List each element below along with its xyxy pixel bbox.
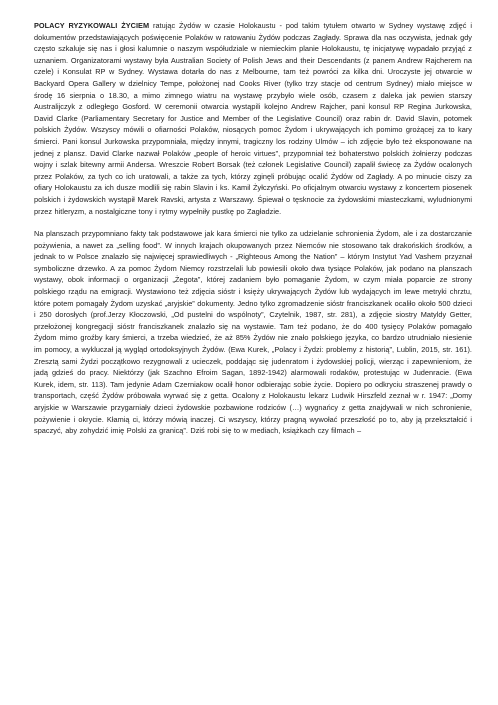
paragraph-1 [34,20,472,217]
paragraph-2-text: Na planszach przypomniano fakty tak podstawowe jak kara śmierci nie tylko za udzielanie schronienia Żydom, ale i za dostarczanie pożywienia, a nawet za „selling food”. W innych krajach okupowanych przez Niemców nie stosowano tak drakońskich środków, a jednak to w Polsce znalazło się najwięcej sprawiedliwych - „Righteous Among the Nation” – którym Instytut Yad Vashem przyznał symboliczne drzewko. A za pomoc Żydom Niemcy rozstrzelali lub powiesili około dwa tysiące Polaków, jak podano na planszach wystawy, obok informacji o organizacji „Żegota”, której zadaniem było pomaganie Żydom, w czym miała poparcie ze strony polskiego rządu na emigracji. Wystawiono też zdjęcia sióstr i księży ukrywających Żydów lub wydających im lewe metryki chrztu, które potem pomagały Żydom uzyskać „aryjskie” dokumenty. Jedno tylko zgromadzenie sióstr franciszkanek ocaliło około 500 dzieci i 250 dorosłych (prof.Jerzy Kłoczowski, „Od pustelni do wspólnoty”, Czytelnik, 1987, str. 281), a zdjęcie siostry Matyldy Getter, przełożonej kongregacji sióstr franciszkanek znalazło się na wystawie. Tam też podano, że do 400 tysięcy Polaków pomagało Żydom mimo groźby kary śmierci, a trzeba wiedzieć, że aż 85% Żydów nie znało polskiego języka, co bardzo utrudniało niesienie im pomocy, a wykluczał ją wygląd ortodoksyjnych Żydów. (Ewa Kurek, „Polacy i Żydzi: problemy z historią”, Lublin, 2015, str. 161). Zresztą sami Żydzi początkowo rezygnowali z ucieczek, poddając się judenratom i żydowskiej policji, wierząc i zapewnieniom, że jadą gdzieś do pracy. Niektórzy (jak Szachno Efroim Sagan, 1892-1942) alarmowali rodaków, protestując w Judenracie. (Ewa Kurek, idem, str. 113). Tam jedynie Adam Czerniakow ocalił honor odbierając sobie życie. Dopiero po odkryciu straszenej prawdy o transportach, część Żydów próbowała wyrwać się z getta. Ocalony z Holokaustu lekarz Ludwik Hirszfeld zeznał w r. 1947: „Domy aryjskie w Warszawie przygarniały dzieci żydowskie pozbawione rodziców (…) wygnańcy z getta znajdywali w nich schronienie, pożywienie i okrycie. Kłamią ci, którzy mówią inaczej. Ci wszyscy, którzy pragną wywołać przeszłość po to, aby ją przekształcić i spaczyć, aby zohydzić imię Polski za granicą”. Dziś robi się to w mediach, książkach czy filmach – [34,229,472,436]
paragraph-1-lead: POLACY RYZYKOWALI ŻYCIEM [34,21,150,30]
paragraph-2 [34,228,472,437]
paragraph-1-text: ratując Żydów w czasie Holokaustu - pod takim tytułem otwarto w Sydney wystawę zdjęć i dokumentów przedstawiających poświęcenie Polaków w ratowaniu Żydów podczas Zagłady. Sprawa dla nas oczywista, jednak gdy często szkaluje się nas i głosi kalumnie o naszym współudziale w niemieckim planie Holokaustu, tę inicjatywę wypadało przyjąć z uznaniem. Organizatorami wystawy była Australian Society of Polish Jews and their Descendants (z panem Andrew Rajcherem na czele) i Konsulat RP w Sydney. Wystawa dotarła do nas z Melbourne, tam też powróci za kilka dni. Uroczyste jej otwarcie w Backyard Opera Gallery w dzielnicy Tempe, położonej nad Cooks River (tylko trzy stacje od centrum Sydney) miało miejsce w środę 16 sierpnia o 18.30, a mimo zimnego wiatru na wystawę przybyło wiele osób, czasem z daleka jak pewien starszy Australijczyk z odległego Gosford. W ceremonii otwarcia wystąpili kolejno Andrew Rajcher, pani konsul RP Regina Jurkowska, David Clarke (Parliamentary Secretary for Justice and Member of the Legislative Council) oraz rabin dr. David Slavin, potomek polskich Żydów. Wszyscy mówili o ofiarności Polaków, niosących pomoc Żydom i ukrywających ich pomimo grożącej za to kary śmierci. Pani konsul Jurkowska przypomniała, między innymi, tragiczny los rodziny Ulmów – ich zdjęcie było też eksponowane na jednej z plansz. David Clarke nazwał Polaków „people of heroic virtues”, przypomniał też bohaterstwo polskich żołnierzy podczas wojny i szlak bitewny armii Andersa. Wreszcie Robert Borsak (też członek Legislative Council) zapalił świecę za Żydów ocalonych przez Polaków, za tych co ich uratowali, a także za tych, którzy zginęli próbując ocalić Żydów od Zagłady. A po minucie ciszy za ofiary Holokaustu za ich dusze modlili się rabin Slavin i ks. Kamil Żyłczyński. Po oficjalnym otwarciu wystawy z koncertem piosenek polskich i żydowskich wystąpił Marek Ravski, artysta z Warszawy. Śpiewał o tęsknocie za żydowskimi miasteczkami, wyludnionymi przez hitleryzm, a nostalgiczne tony i rytmy wypełniły pustkę po Zagładzie. [34,21,472,216]
